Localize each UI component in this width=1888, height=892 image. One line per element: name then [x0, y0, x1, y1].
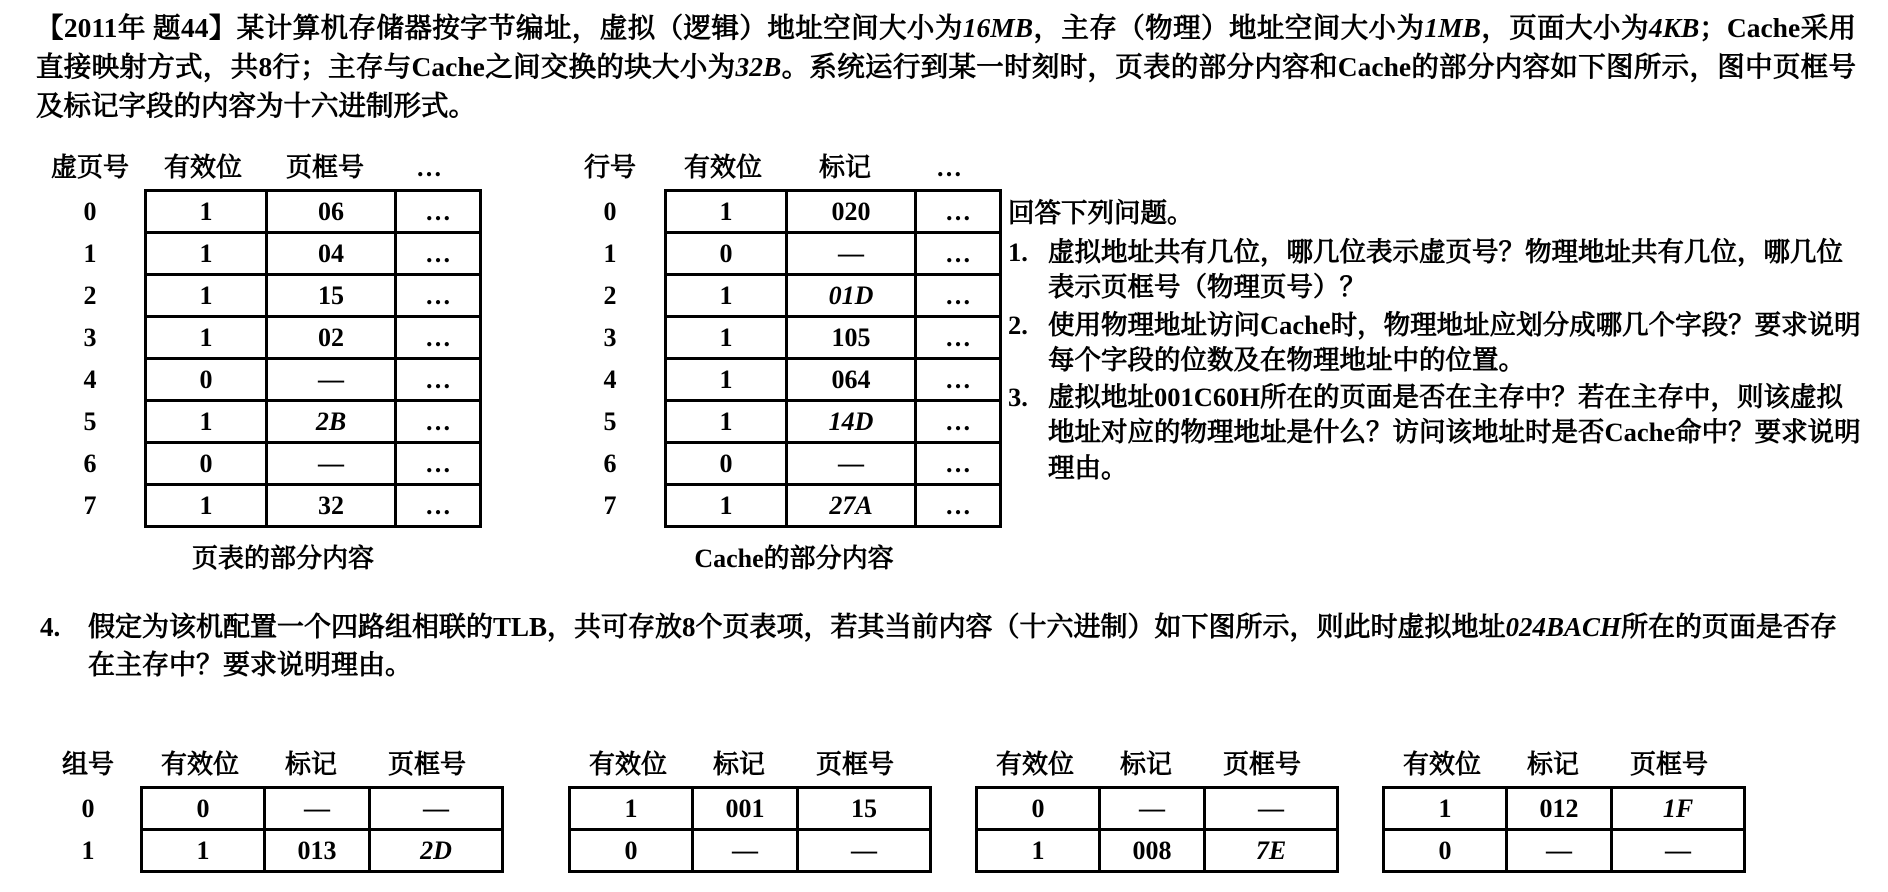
page-table-cell-valid: 1 [146, 191, 267, 233]
table-row [36, 788, 503, 830]
page-table-cell-frame: 32 [267, 485, 396, 527]
intro-value-vaddr-size: 16MB [962, 12, 1034, 43]
page-table-row-index: 4 [83, 365, 97, 394]
intro-text-c: ，主存（物理）地址空间大小为 [1033, 12, 1425, 43]
question-text: 使用物理地址访问Cache时，物理地址应划分成哪几个字段？要求说明每个字段的位数及在物理地址中的位置。 [1048, 309, 1861, 375]
page-table-row-index: 3 [83, 323, 97, 352]
page-table-cell-ellipsis: … [396, 233, 481, 275]
intro-value-block-size: 32B [735, 51, 782, 83]
page-table-row-index: 0 [83, 197, 97, 226]
table-row [570, 830, 931, 872]
table-row [1384, 830, 1745, 872]
page-table-cell-valid: 1 [146, 275, 267, 317]
item4-address-value: 024BACH [1505, 612, 1622, 642]
tlb-header-frame: 页框号 [815, 750, 894, 779]
table-row [36, 485, 481, 527]
page-table-cell-valid: 0 [146, 443, 267, 485]
tlb-way-2-headers [975, 752, 1339, 778]
table-row [36, 191, 481, 233]
table-row [556, 233, 1001, 275]
intro-value-page-size: 4KB [1648, 12, 1700, 43]
tlb-way-3 [1382, 752, 1746, 873]
page-table-cell-valid: 1 [146, 233, 267, 275]
cache-table-cell-valid: 0 [666, 443, 787, 485]
table-row [36, 401, 481, 443]
tlb-header-valid: 有效位 [160, 750, 239, 779]
cache-table-row-index: 0 [603, 197, 617, 226]
cache-table-cell-valid: 1 [666, 401, 787, 443]
page-table-row-index: 1 [83, 239, 97, 268]
cache-table-row-index: 5 [603, 407, 617, 436]
cache-table-row-index: 7 [603, 491, 617, 520]
tlb-cell-frame: — [798, 830, 931, 872]
problem-statement [36, 8, 1856, 125]
tlb-way-0 [36, 752, 504, 873]
cache-table-cell-valid: 1 [666, 359, 787, 401]
question-text: 虚拟地址001C60H所在的页面是否在主存中？若在主存中，则该虚拟地址对应的物理地址是什么？访问该地址时是否Cache命中？要求说明理由。 [1048, 382, 1861, 483]
tlb-cell-frame: — [1205, 788, 1338, 830]
table-row [556, 275, 1001, 317]
tlb-table-way-1 [568, 786, 932, 873]
question-list [1008, 196, 1868, 488]
page-table-caption: 页表的部分内容 [191, 544, 374, 573]
cache-table-cell-ellipsis: … [916, 275, 1001, 317]
tlb-header-valid: 有效位 [588, 750, 667, 779]
table-row [556, 485, 1001, 527]
tlb-cell-tag: 012 [1507, 788, 1612, 830]
tlb-cell-valid: 0 [977, 788, 1100, 830]
tlb-way-3-headers [1382, 752, 1746, 778]
cache-table-cell-ellipsis: … [916, 233, 1001, 275]
page-table-cell-valid: 1 [146, 317, 267, 359]
tlb-header-valid: 有效位 [995, 750, 1074, 779]
cache-table-cell-ellipsis: … [916, 191, 1001, 233]
tlb-way-1-headers [568, 752, 932, 778]
tlb-header-tag: 标记 [712, 750, 765, 779]
tlb-cell-tag: 001 [693, 788, 798, 830]
tlb-cell-valid: 1 [977, 830, 1100, 872]
cache-table-cell-tag: — [787, 233, 916, 275]
tlb-header-group: 组号 [61, 750, 114, 779]
list-item [1008, 380, 1868, 486]
tlb-cell-valid: 1 [142, 830, 265, 872]
cache-table-cell-ellipsis: … [916, 443, 1001, 485]
tlb-cell-frame: — [1612, 830, 1745, 872]
page-table-cell-frame: 15 [267, 275, 396, 317]
tlb-cell-frame: 7E [1205, 830, 1338, 872]
cache-table-header-tag: 标记 [818, 153, 871, 182]
cache-table-cell-ellipsis: … [916, 317, 1001, 359]
intro-text-g: ；Cache采用直接映射方式，共8行；主存与Cache之间交换的块大小为 [36, 12, 1857, 83]
page-table-headers [36, 155, 482, 181]
tlb-cell-valid: 1 [570, 788, 693, 830]
tlb-group-index: 0 [81, 794, 95, 823]
tlb-cell-tag: — [1100, 788, 1205, 830]
page-table-cell-valid: 0 [146, 359, 267, 401]
tlb-way-1 [568, 752, 932, 873]
table-row [570, 788, 931, 830]
list-item [1008, 308, 1868, 378]
cache-table-cell-ellipsis: … [916, 485, 1001, 527]
page-table-header-ellipsis: … [416, 153, 442, 182]
cache-table-header-ellipsis: … [936, 153, 962, 182]
cache-table-cell-ellipsis: … [916, 401, 1001, 443]
table-row [556, 443, 1001, 485]
page-table-cell-ellipsis: … [396, 191, 481, 233]
tlb-cell-valid: 0 [142, 788, 265, 830]
table-row [977, 830, 1338, 872]
intro-value-paddr-size: 1MB [1424, 12, 1481, 43]
cache-table-headers [556, 155, 1002, 181]
tlb-cell-valid: 0 [570, 830, 693, 872]
table-row [556, 359, 1001, 401]
page-table-cell-ellipsis: … [396, 317, 481, 359]
tlb-way-0-headers [36, 752, 504, 778]
cache-table-row-index: 1 [603, 239, 617, 268]
tlb-cell-frame: 1F [1612, 788, 1745, 830]
tlb-way-2 [975, 752, 1339, 873]
tlb-table-way-2 [975, 786, 1339, 873]
question-text [88, 608, 1850, 685]
page-table-row-index: 2 [83, 281, 97, 310]
page-table-cell-frame: — [267, 443, 396, 485]
tlb-cell-tag: 013 [265, 830, 370, 872]
page-table-header-frame: 页框号 [285, 153, 364, 182]
page-table-cell-frame: — [267, 359, 396, 401]
page-table-cell-ellipsis: … [396, 485, 481, 527]
cache-table-row-index: 3 [603, 323, 617, 352]
tlb-table-way-0 [36, 786, 504, 873]
tlb-header-frame: 页框号 [1222, 750, 1301, 779]
table-row [36, 275, 481, 317]
page-table-cell-ellipsis: … [396, 359, 481, 401]
cache-table-caption: Cache的部分内容 [694, 544, 894, 573]
cache-table-header-line: 行号 [583, 153, 636, 182]
cache-table-cell-valid: 1 [666, 275, 787, 317]
table-row [36, 317, 481, 359]
page-table-cell-frame: 02 [267, 317, 396, 359]
table-row [977, 788, 1338, 830]
question-list-head: 回答下列问题。 [1008, 198, 1194, 228]
table-row [556, 401, 1001, 443]
cache-table-row-index: 2 [603, 281, 617, 310]
tlb-group-index: 1 [81, 836, 95, 865]
page-table-cell-valid: 1 [146, 485, 267, 527]
cache-table-cell-tag: — [787, 443, 916, 485]
page-table-cell-frame: 06 [267, 191, 396, 233]
cache-table-cell-valid: 1 [666, 485, 787, 527]
table-row [36, 830, 503, 872]
tlb-header-frame: 页框号 [387, 750, 466, 779]
page-table-cell-ellipsis: … [396, 401, 481, 443]
page-table-header-valid: 有效位 [163, 153, 242, 182]
page-table-cell-ellipsis: … [396, 275, 481, 317]
page-table-row-index: 5 [83, 407, 97, 436]
table-row [36, 359, 481, 401]
tlb-cell-tag: 008 [1100, 830, 1205, 872]
question-text: 虚拟地址共有几位，哪几位表示虚页号？物理地址共有几位，哪几位表示页框号（物理页号）？ [1048, 237, 1843, 303]
tlb-cell-frame: 2D [370, 830, 503, 872]
question-number: 4. [40, 612, 61, 642]
table-row [36, 233, 481, 275]
question-item-4 [40, 608, 1850, 685]
page-table-cell-frame: 2B [267, 401, 396, 443]
cache-table-cell-tag: 14D [787, 401, 916, 443]
cache-table-cell-tag: 27A [787, 485, 916, 527]
tlb-header-tag: 标记 [284, 750, 337, 779]
cache-table-cell-tag: 064 [787, 359, 916, 401]
page-table-block [36, 155, 482, 575]
page-table-cell-ellipsis: … [396, 443, 481, 485]
cache-table-row-index: 6 [603, 449, 617, 478]
cache-table-cell-tag: 01D [787, 275, 916, 317]
tlb-table-way-3 [1382, 786, 1746, 873]
cache-table-cell-valid: 1 [666, 317, 787, 359]
cache-table [556, 189, 1002, 528]
tlb-header-frame: 页框号 [1629, 750, 1708, 779]
cache-table-cell-tag: 020 [787, 191, 916, 233]
tlb-cell-tag: — [693, 830, 798, 872]
table-row [556, 317, 1001, 359]
page-table-row-index: 7 [83, 491, 97, 520]
table-row [556, 191, 1001, 233]
cache-table-cell-tag: 105 [787, 317, 916, 359]
page-table [36, 189, 482, 528]
list-item [1008, 235, 1868, 305]
item4-text-a: 假定为该机配置一个四路组相联的TLB，共可存放8个页表项，若其当前内容（十六进制）如下图所示，则此时虚拟地址 [88, 612, 1506, 642]
cache-table-cell-valid: 1 [666, 191, 787, 233]
cache-table-cell-ellipsis: … [916, 359, 1001, 401]
tlb-header-tag: 标记 [1526, 750, 1579, 779]
intro-text-e: ，页面大小为 [1480, 12, 1649, 43]
tlb-cell-valid: 1 [1384, 788, 1507, 830]
table-row [1384, 788, 1745, 830]
page-table-row-index: 6 [83, 449, 97, 478]
page-table-header-vpn: 虚页号 [50, 153, 129, 182]
question-number: 2. [1008, 309, 1028, 340]
tlb-header-tag: 标记 [1119, 750, 1172, 779]
page-table-cell-frame: 04 [267, 233, 396, 275]
tlb-table-group [0, 752, 1888, 892]
cache-table-header-valid: 有效位 [683, 153, 762, 182]
tlb-cell-valid: 0 [1384, 830, 1507, 872]
table-row [36, 443, 481, 485]
question-number: 1. [1008, 237, 1028, 268]
cache-table-row-index: 4 [603, 365, 617, 394]
tlb-header-valid: 有效位 [1402, 750, 1481, 779]
intro-text-i: 。系统运行到某一时刻时，页表的部分内容和Cache的部分内容如下图所示，图中页框号及标记字段的内容为十六进制形式。 [36, 51, 1856, 122]
cache-table-cell-valid: 0 [666, 233, 787, 275]
intro-text-a: 【2011年 题44】某计算机存储器按字节编址，虚拟（逻辑）地址空间大小为 [36, 12, 963, 43]
tlb-cell-frame: 15 [798, 788, 931, 830]
tlb-cell-tag: — [1507, 830, 1612, 872]
item4-text-c: 所在的页面是否存在主存中？要求说明理由。 [88, 612, 1838, 681]
cache-table-block [556, 155, 1002, 575]
tlb-cell-tag: — [265, 788, 370, 830]
question-number: 3. [1008, 382, 1028, 413]
page-table-cell-valid: 1 [146, 401, 267, 443]
tlb-cell-frame: — [370, 788, 503, 830]
